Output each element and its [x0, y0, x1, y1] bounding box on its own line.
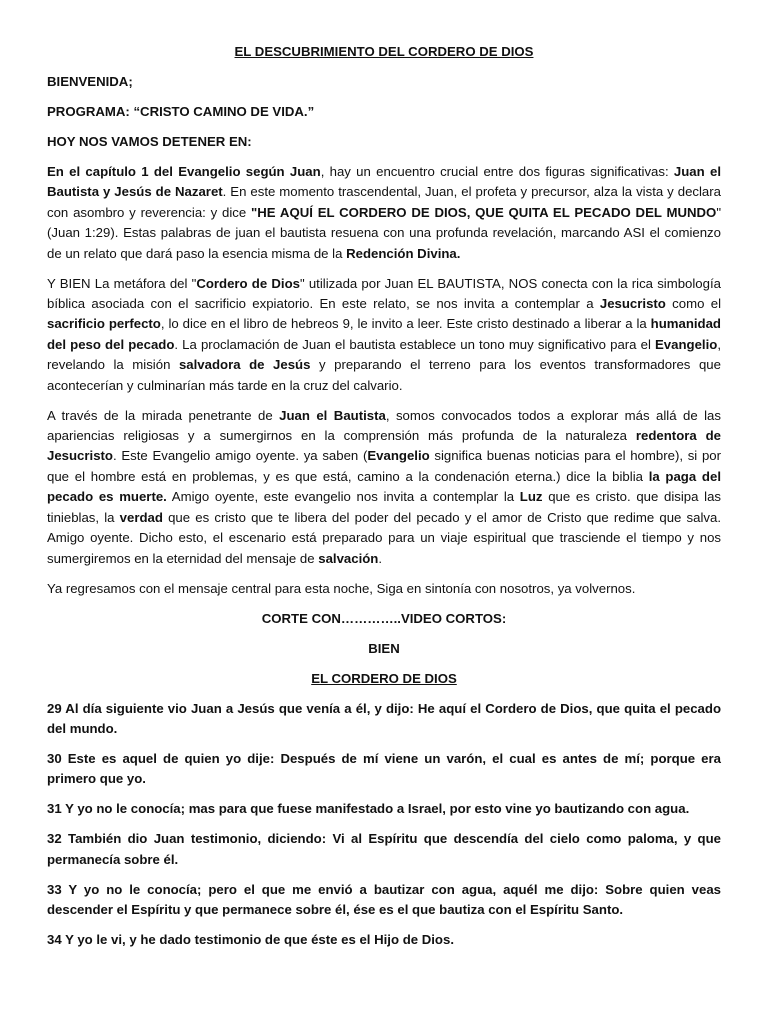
- p2-text-1: Y BIEN La metáfora del ": [47, 275, 197, 291]
- p2-text-4: , lo dice en el libro de hebreos 9, le invito a leer. Este cristo destinado a liberar a la: [160, 316, 651, 332]
- verse-29: 29 Al día siguiente vio Juan a Jesús que venía a él, y dijo: He aquí el Cordero de Dios, que quita el pecado del mundo.: [47, 700, 721, 736]
- p3-bold-1: Juan el Bautista: [279, 407, 386, 423]
- welcome-line: BIENVENIDA;: [47, 74, 133, 89]
- p1-bold-2: Juan el Bautista y Jesús de Nazaret: [47, 164, 721, 200]
- verse-32: 32 También dio Juan testimonio, diciendo: Vi al Espíritu que descendía del cielo como paloma, y que permanecía sobre él.: [47, 831, 721, 867]
- p2-bold-1: Cordero de Dios: [196, 275, 300, 291]
- p3-text-1: A través de la mirada penetrante de: [47, 407, 280, 423]
- bien-line: BIEN: [368, 640, 400, 656]
- section-title: EL CORDERO DE DIOS: [311, 670, 457, 686]
- paragraph-2: [47, 274, 721, 396]
- p3-bold-7: salvación: [318, 550, 379, 566]
- p2-text-7: y preparando el terreno para los eventos transformadores que acontecerían y culminarían más tarde en la cruz del calvario.: [47, 357, 721, 393]
- p1-bold-3: "HE AQUÍ EL CORDERO DE DIOS, QUE QUITA EL PECADO DEL MUNDO: [251, 204, 717, 220]
- p3-text-6: que es cristo. que disipa las tinieblas, la: [47, 489, 721, 525]
- program-line: PROGRAMA: “CRISTO CAMINO DE VIDA.”: [47, 104, 315, 119]
- verse-30: 30 Este es aquel de quien yo dije: Después de mí viene un varón, el cual es antes de mí; porque era primero que yo.: [47, 750, 721, 787]
- p1-text-2: . En este momento trascendental, Juan, el profeta y precursor, alza la vista y declara con asombro y reverencia: y dice: [47, 184, 721, 220]
- p3-bold-3: Evangelio: [367, 448, 430, 464]
- document-title: EL DESCUBRIMIENTO DEL CORDERO DE DIOS: [234, 44, 534, 59]
- cut-line: CORTE CON…………..VIDEO CORTOS:: [261, 610, 507, 626]
- paragraph-3: [47, 406, 721, 569]
- verse-33: 33 Y yo no le conocía; pero el que me envió a bautizar con agua, aquél me dijo: Sobre quien veas descender el Espíritu y que permanece sobre él, ése es el que bautiza con el Espíritu Santo.: [47, 881, 721, 918]
- p1-text-1: , hay un encuentro crucial entre dos figuras significativas:: [320, 164, 674, 179]
- verse-31: 31 Y yo no le conocía; mas para que fuese manifestado a Israel, por esto vine yo bautizando con agua.: [47, 801, 690, 817]
- p2-text-6: , revelando la misión: [47, 336, 721, 373]
- p3-bold-4: la paga del pecado es muerte.: [47, 468, 721, 505]
- p2-bold-5: Evangelio: [655, 336, 718, 352]
- p3-bold-5: Luz: [519, 489, 543, 505]
- verse-34: 34 Y yo le vi, y he dado testimonio de que éste es el Hijo de Dios.: [47, 932, 454, 948]
- p3-bold-6: verdad: [119, 509, 163, 525]
- p2-bold-2: Jesucristo: [599, 296, 666, 312]
- p2-bold-6: salvadora de Jesús: [178, 357, 311, 373]
- p3-text-5: Amigo oyente, este evangelio nos invita a contemplar la: [166, 489, 520, 505]
- p2-bold-4: humanidad del peso del pecado: [47, 316, 721, 352]
- paragraph-1: [47, 162, 721, 264]
- p1-bold-1: En el capítulo 1 del Evangelio según Juan: [47, 164, 321, 179]
- p1-bold-4: Redención Divina.: [346, 245, 461, 261]
- p3-text-4: significa buenas noticias para el hombre), si por que el hombre está en problemas, y es que está, camino a la condenación eterna.) dice la biblia: [47, 448, 722, 484]
- p3-bold-2: redentora de Jesucristo: [47, 428, 721, 464]
- p2-text-2: " utilizada por Juan EL BAUTISTA, NOS conecta con la rica simbología bíblica asociada con el sacrificio expiatorio. En este relato, se nos invita a contemplar a: [47, 275, 721, 312]
- p3-text-2: , somos convocados todos a explorar más allá de las apariencias religiosas y a sumergirnos en la comprensión más profunda de la naturaleza: [47, 407, 721, 444]
- p3-text-8: .: [378, 550, 383, 566]
- p2-text-3: como el: [665, 296, 721, 312]
- p2-text-5: . La proclamación de Juan el bautista establece un tono muy significativo para el: [174, 336, 656, 352]
- p3-text-3: . Este Evangelio amigo oyente. ya saben (: [112, 448, 368, 464]
- p1-text-3: " (Juan 1:29). Estas palabras de juan el bautista resuena con una profunda revelación, marcando ASI el comienzo de un relato que dará paso la esencia misma de la: [47, 204, 721, 261]
- paragraph-4: Ya regresamos con el mensaje central para esta noche, Siga en sintonía con nosotros, ya volvernos.: [47, 580, 636, 596]
- focus-line: HOY NOS VAMOS DETENER EN:: [47, 134, 252, 149]
- p3-text-7: que es cristo que te libera del poder del pecado y el amor de Cristo que redime que salva. Amigo oyente. Dicho esto, el escenario está preparado para un viaje espiritual que trasciende el tiempo y nos sumergiremos en la eternidad del mensaje de: [47, 509, 721, 566]
- p2-bold-3: sacrificio perfecto: [47, 316, 161, 332]
